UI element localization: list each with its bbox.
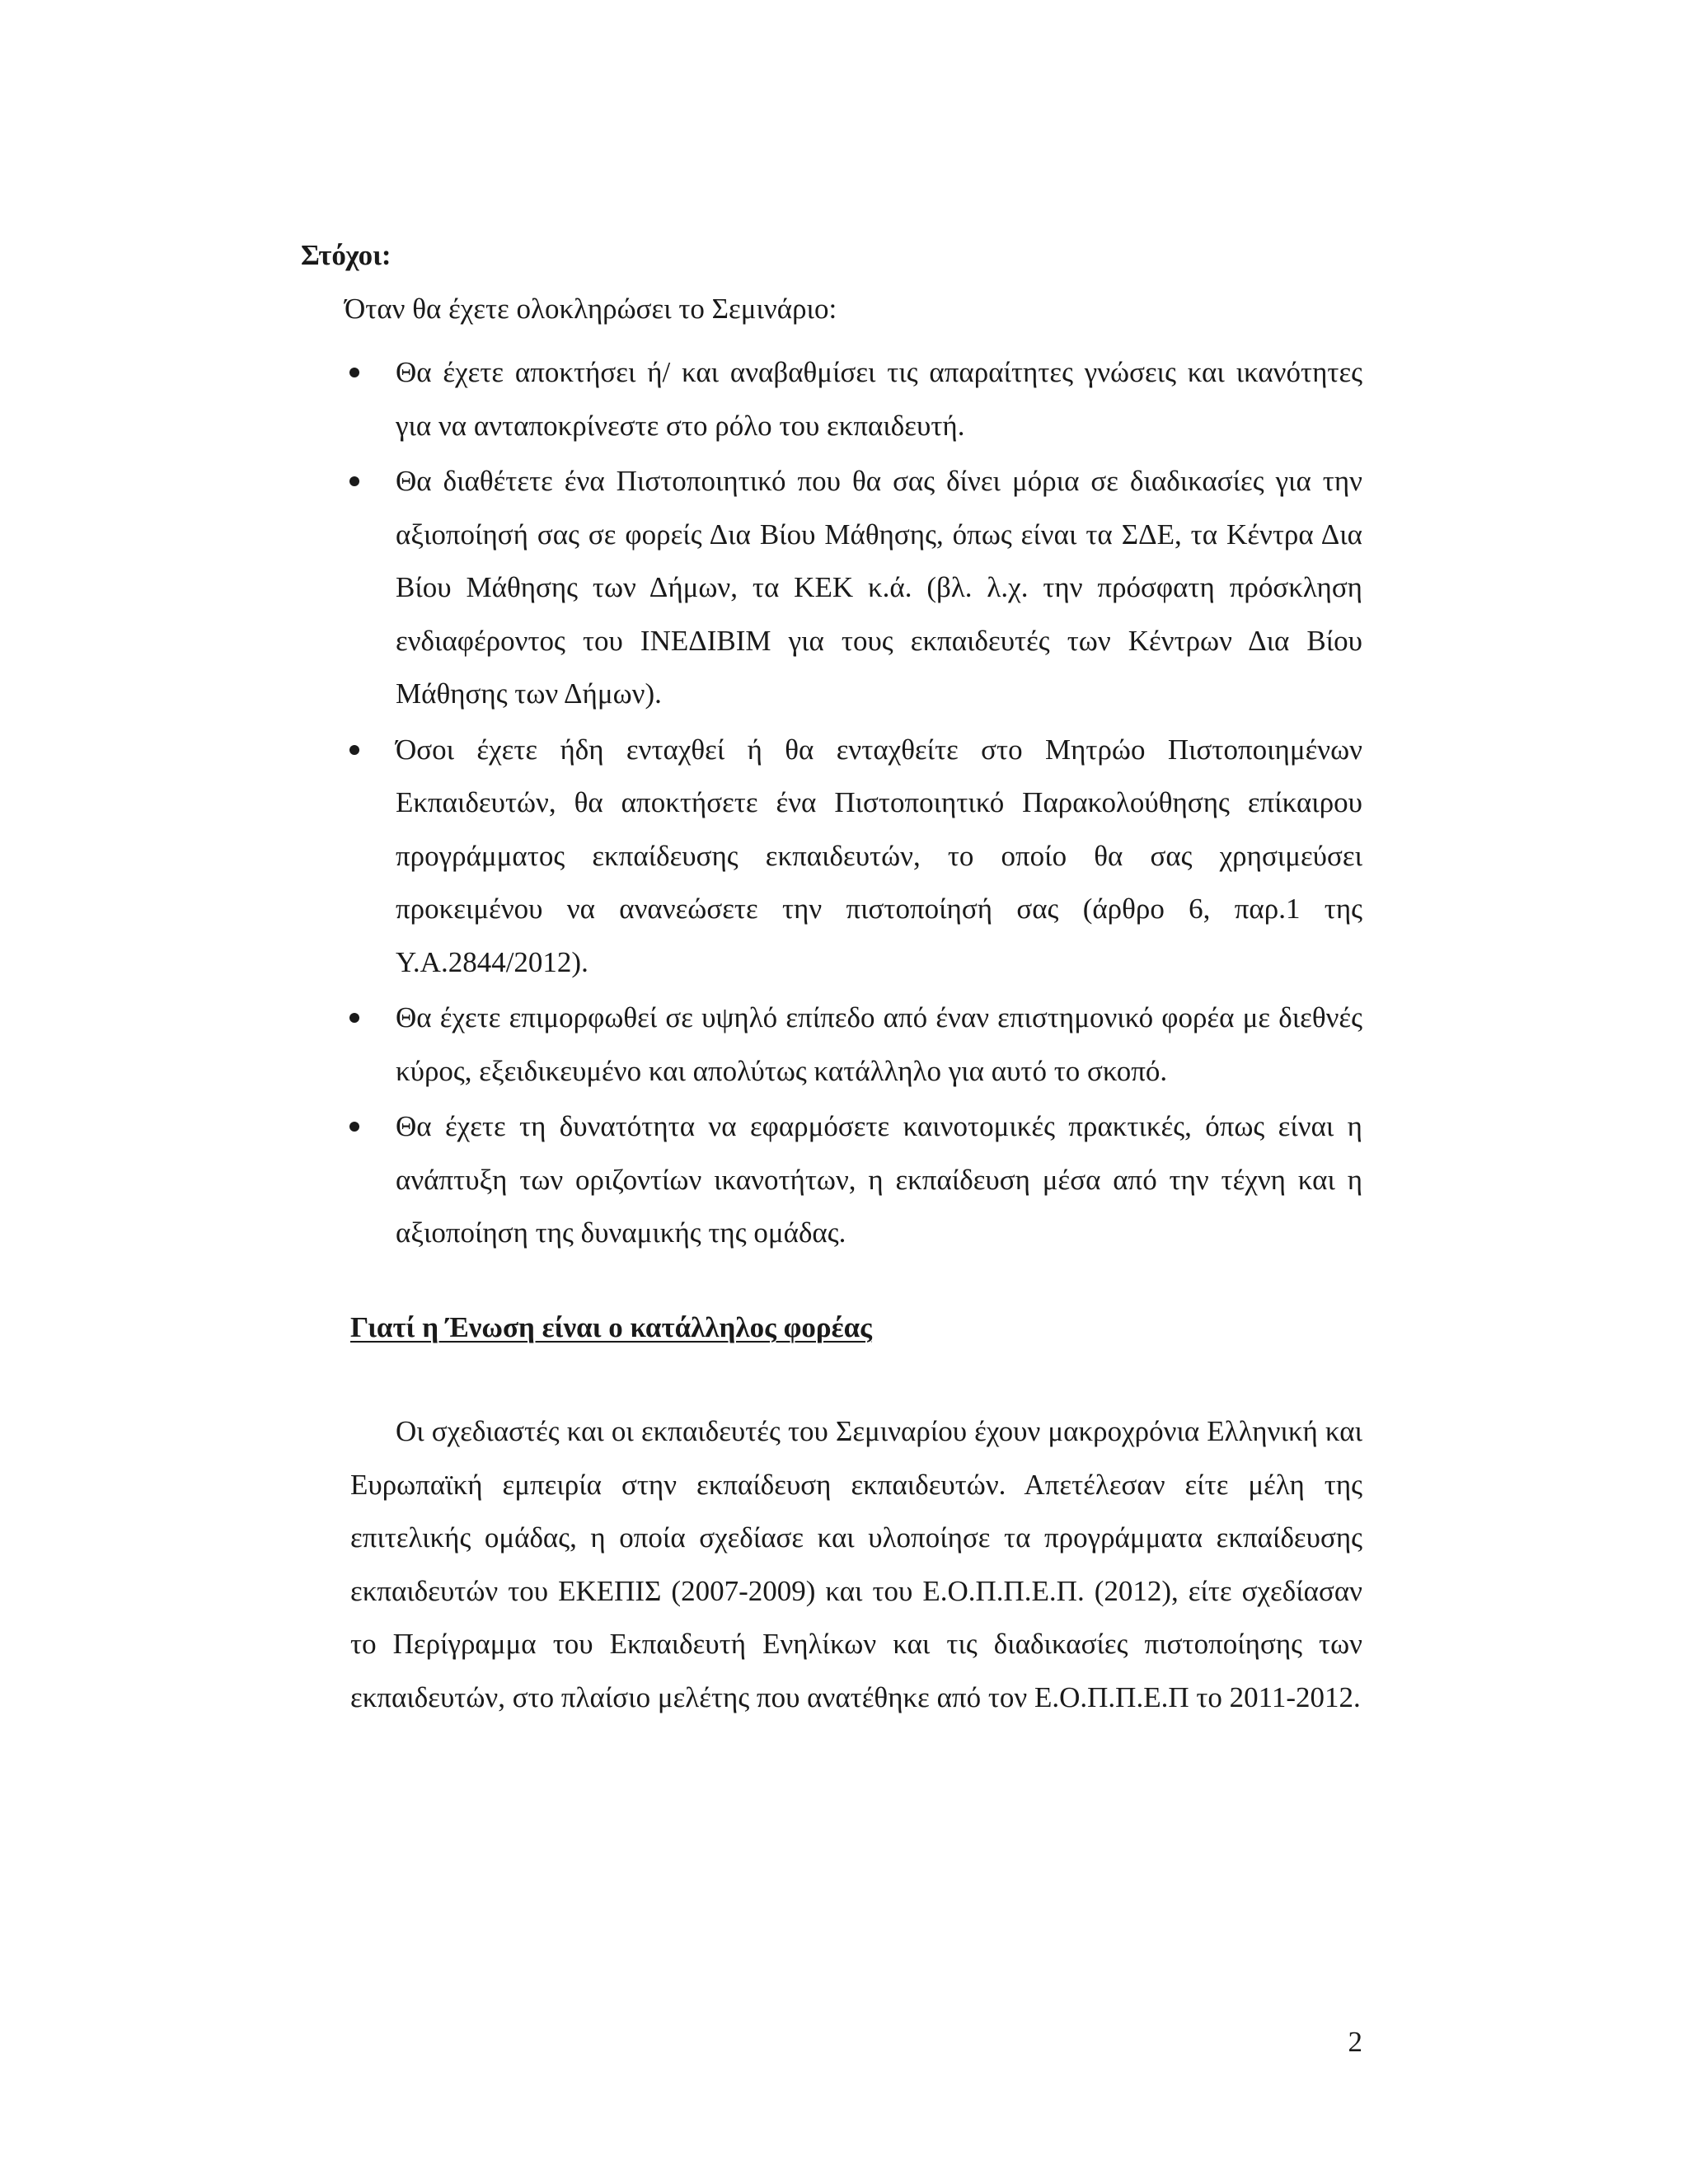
goals-list xyxy=(350,346,1362,1263)
list-item-text: Θα έχετε επιμορφωθεί σε υψηλό επίπεδο από έναν επιστημονικό φορέα με διεθνές κύρος, εξειδικευμένο και απολύτως κατάλληλο για αυτό το σκοπό. xyxy=(396,1001,1362,1087)
list-item xyxy=(350,724,1362,990)
bullet-icon xyxy=(349,745,359,755)
page-number: 2 xyxy=(1348,2026,1362,2058)
list-item xyxy=(350,1100,1362,1260)
bullet-icon xyxy=(349,368,359,377)
list-item xyxy=(350,455,1362,721)
bullet-icon xyxy=(349,476,359,486)
list-item xyxy=(350,346,1362,452)
list-item xyxy=(350,991,1362,1098)
why-paragraph: Οι σχεδιαστές και οι εκπαιδευτές του Σεμιναρίου έχουν μακροχρόνια Ελληνική και Ευρωπαϊκή εμπειρία στην εκπαίδευση εκπαιδευτών. Απετέλεσαν είτε μέλη της επιτελικής ομάδας, η οποία σχεδίασε και υλοποίησε τα προγράμματα εκπαίδευσης εκπαιδευτών του ΕΚΕΠΙΣ (2007-2009) και του Ε.Ο.Π.Π.Ε.Π. (2012), είτε σχεδίασαν το Περίγραμμα του Εκπαιδευτή Ενηλίκων και τις διαδικασίες πιστοποίησης των εκπαιδευτών, στο πλαίσιο μελέτης που ανατέθηκε από τον Ε.Ο.Π.Π.Ε.Π το 2011-2012. xyxy=(350,1415,1362,1713)
list-item-text: Όσοι έχετε ήδη ενταχθεί ή θα ενταχθείτε στο Μητρώο Πιστοποιημένων Εκπαιδευτών, θα αποκτήσετε ένα Πιστοποιητικό Παρακολούθησης επίκαιρου προγράμματος εκπαίδευσης εκπαιδευτών, το οποίο θα σας χρησιμεύσει προκειμένου να ανανεώσετε την πιστοποίησή σας (άρθρο 6, παρ.1 της Υ.Α.2844/2012). xyxy=(396,733,1362,978)
bullet-icon xyxy=(349,1122,359,1132)
bullet-icon xyxy=(349,1013,359,1023)
why-heading: Γιατί η Ένωση είναι ο κατάλληλος φορέας xyxy=(350,1311,872,1343)
list-item-text: Θα έχετε τη δυνατότητα να εφαρμόσετε καινοτομικές πρακτικές, όπως είναι η ανάπτυξη των οριζοντίων ικανοτήτων, η εκπαίδευση μέσα από την τέχνη και η αξιοποίηση της δυναμικής της ομάδας. xyxy=(396,1110,1362,1249)
list-item-text: Θα διαθέτετε ένα Πιστοποιητικό που θα σας δίνει μόρια σε διαδικασίες για την αξιοποίησή σας σε φορείς Δια Βίου Μάθησης, όπως είναι τα ΣΔΕ, τα Κέντρα Δια Βίου Μάθησης των Δήμων, τα ΚΕΚ κ.ά. (βλ. λ.χ. την πρόσφατη πρόσκληση ενδιαφέροντος του ΙΝΕΔΙΒΙΜ για τους εκπαιδευτές των Κέντρων Δια Βίου Μάθησης των Δήμων). xyxy=(396,465,1362,710)
list-item-text: Θα έχετε αποκτήσει ή/ και αναβαθμίσει τις απαραίτητες γνώσεις και ικανότητες για να ανταποκρίνεστε στο ρόλο του εκπαιδευτή. xyxy=(396,356,1362,442)
goals-intro: Όταν θα έχετε ολοκληρώσει το Σεμινάριο: xyxy=(345,293,837,325)
goals-heading: Στόχοι: xyxy=(301,239,392,271)
